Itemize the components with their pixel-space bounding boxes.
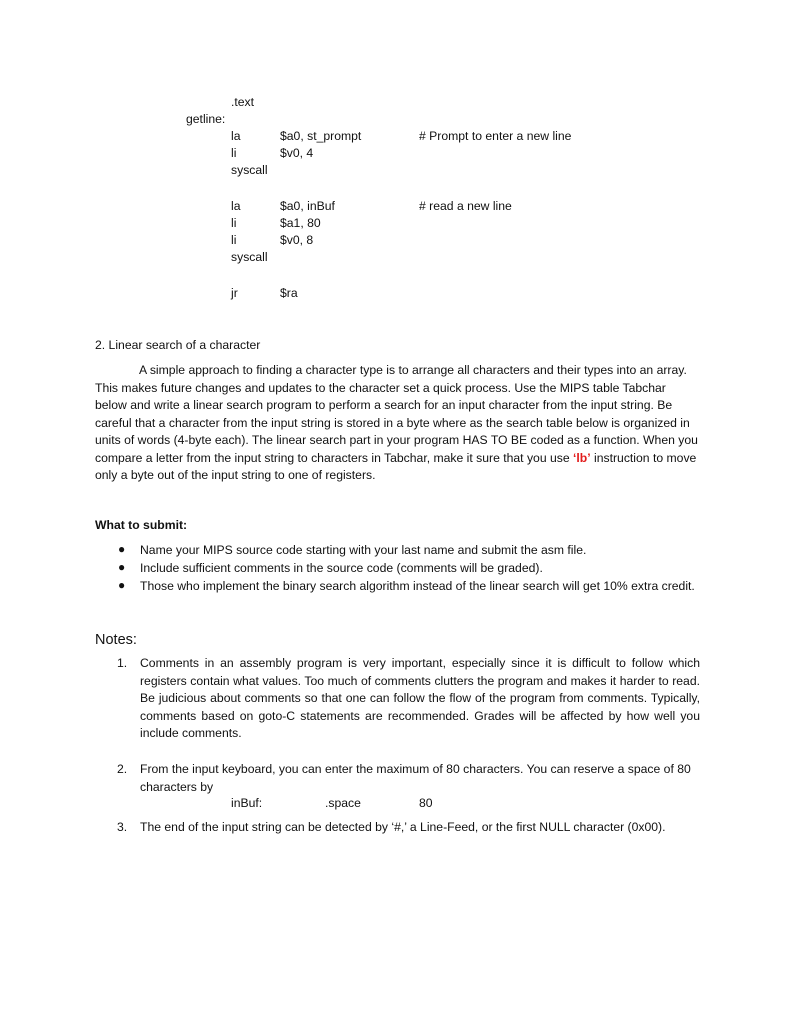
section-heading: 2. Linear search of a character xyxy=(95,338,261,352)
code-directive: .text xyxy=(231,95,255,109)
code-comment: # read a new line xyxy=(419,199,512,213)
code-args: $v0, 8 xyxy=(280,233,314,247)
section-paragraph xyxy=(95,362,700,485)
decl-value: 80 xyxy=(419,796,433,810)
note-number: 2. xyxy=(117,762,128,776)
note-number: 1. xyxy=(117,656,128,670)
note-number: 3. xyxy=(117,820,128,834)
note-text: Comments in an assembly program is very important, especially since it is difficult to follow which registers contain what values. Too much of comments clutters the program and makes it harder to read. Be judicious about comments so that one can follow the flow of the program from comments. Typically, comments based on goto-C statements are recommended. Grades will be affected by how well you include comments. xyxy=(140,656,700,740)
submit-heading: What to submit: xyxy=(95,518,188,532)
code-args: $v0, 4 xyxy=(280,146,314,160)
code-comment: # Prompt to enter a new line xyxy=(419,129,572,143)
bullet-icon: ● xyxy=(118,578,126,592)
code-op: jr xyxy=(231,286,238,300)
submit-item: Those who implement the binary search algorithm instead of the linear search will get 10% extra credit. xyxy=(140,579,695,593)
code-args: $a0, inBuf xyxy=(280,199,335,213)
bullet-icon: ● xyxy=(118,542,126,556)
code-label: getline: xyxy=(186,112,226,126)
code-op: la xyxy=(231,129,241,143)
paragraph-text: A simple approach to finding a character type is to arrange all characters and their types into an array. This makes future changes and updates to the character set a quick process. Use the MIPS table Tabchar below and write a linear search program to perform a search for an input character from the input string. Be careful that a character from the input string is stored in a byte where as the search table below is organized in units of words (4-byte each). The linear search part in your program HAS TO BE coded as a function. When you compare a letter from the input string to characters in Tabchar, make it sure that you use xyxy=(95,363,698,465)
code-op: li xyxy=(231,216,237,230)
decl-label: inBuf: xyxy=(231,796,263,810)
code-args: $ra xyxy=(280,286,298,300)
code-args: $a0, st_prompt xyxy=(280,129,362,143)
code-op: li xyxy=(231,233,237,247)
note-text: The end of the input string can be detected by ‘#,’ a Line-Feed, or the first NULL character (0x00). xyxy=(140,820,666,834)
code-op: la xyxy=(231,199,241,213)
note-text: From the input keyboard, you can enter the maximum of 80 characters. You can reserve a space of 80 characters by xyxy=(140,762,691,794)
submit-item: Include sufficient comments in the source code (comments will be graded). xyxy=(140,561,543,575)
highlight-lb: ‘lb’ xyxy=(573,450,591,465)
decl-directive: .space xyxy=(325,796,361,810)
paragraph-text: instruction to move only a byte out of the input string to one of registers. xyxy=(95,450,697,482)
notes-heading: Notes: xyxy=(95,632,137,648)
code-op: syscall xyxy=(231,250,268,264)
code-op: syscall xyxy=(231,163,268,177)
submit-item: Name your MIPS source code starting with your last name and submit the asm file. xyxy=(140,543,587,557)
code-op: li xyxy=(231,146,237,160)
bullet-icon: ● xyxy=(118,560,126,574)
code-args: $a1, 80 xyxy=(280,216,321,230)
